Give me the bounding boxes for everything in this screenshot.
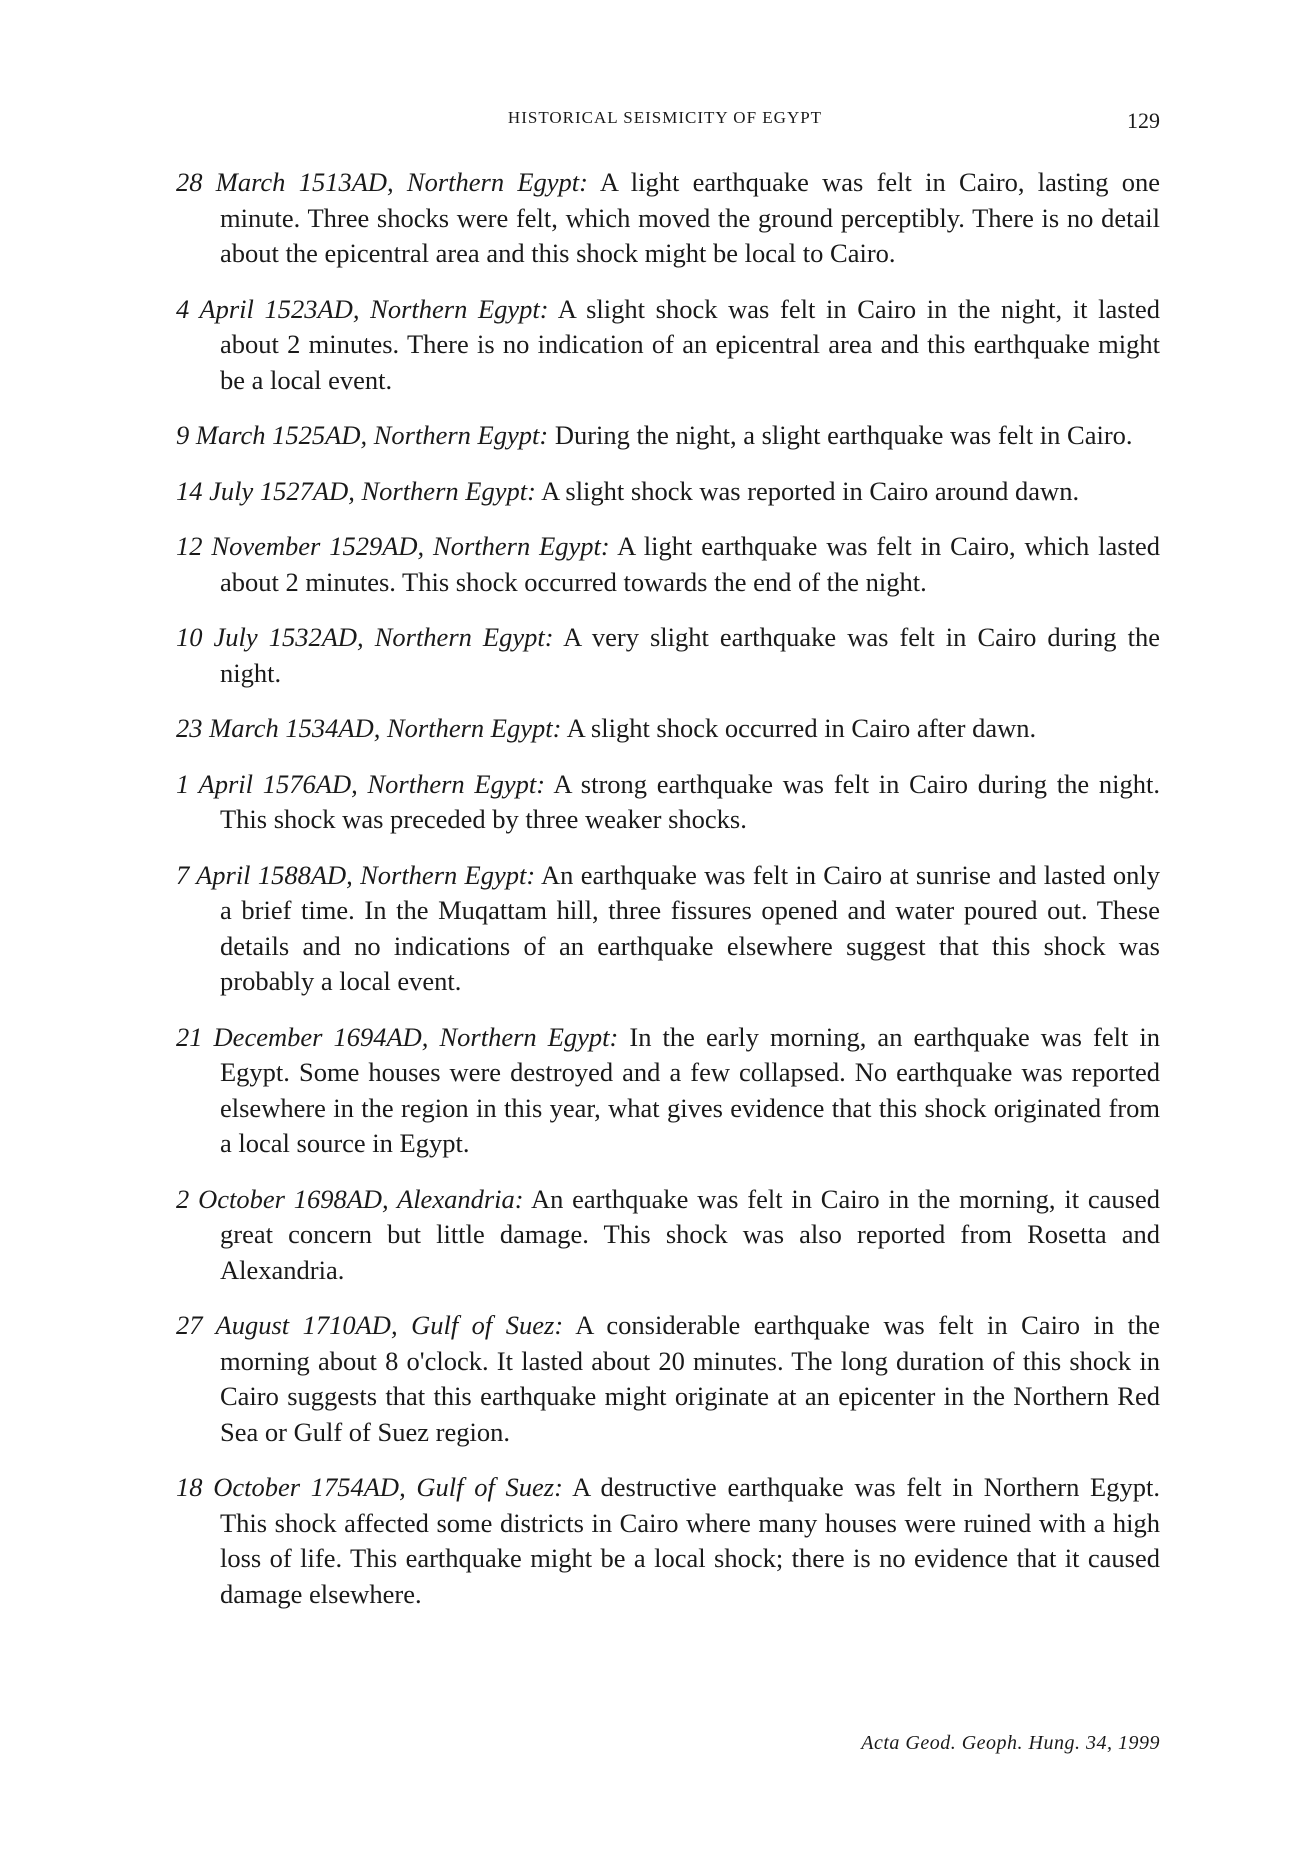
entry-heading: 1 April 1576AD, Northern Egypt: <box>176 768 546 799</box>
entry-heading: 4 April 1523AD, Northern Egypt: <box>176 293 549 324</box>
entry-heading: 18 October 1754AD, Gulf of Suez: <box>176 1472 563 1502</box>
earthquake-entries <box>176 165 1160 1632</box>
entry-text: An earthquake was felt in Cairo in the morning, it caused great concern but little damage. This shock was also reported from Rosetta and Alexandria. <box>220 1183 1160 1285</box>
entry-text: A considerable earthquake was felt in Cairo in the morning about 8 o'clock. It lasted about 20 minutes. The long duration of this shock in Cairo suggests that this earthquake might originate at an epicenter in the Northern Red Sea or Gulf of Suez region. <box>220 1310 1160 1447</box>
earthquake-entry <box>176 474 1160 510</box>
entry-text: A light earthquake was felt in Cairo, lasting one minute. Three shocks were felt, which moved the ground perceptibly. There is no detail about the epicentral area and this shock might be local to Cairo. <box>220 167 1160 268</box>
earthquake-entry <box>176 1470 1160 1612</box>
earthquake-entry <box>176 858 1160 1000</box>
running-head <box>170 108 1160 138</box>
journal-citation: Acta Geod. Geoph. Hung. 34, 1999 <box>861 1732 1160 1754</box>
entry-heading: 9 March 1525AD, Northern Egypt: <box>176 420 549 450</box>
entry-text: A slight shock was felt in Cairo in the night, it lasted about 2 minutes. There is no indication of an epicentral area and this earthquake might be a local event. <box>220 293 1160 395</box>
earthquake-entry <box>176 418 1160 454</box>
earthquake-entry <box>176 620 1160 691</box>
earthquake-entry <box>176 1020 1160 1162</box>
entry-text: A slight shock was reported in Cairo around dawn. <box>541 475 1080 506</box>
entry-heading: 10 July 1532AD, Northern Egypt: <box>176 622 554 652</box>
entry-heading: 23 March 1534AD, Northern Egypt: <box>176 713 562 743</box>
earthquake-entry <box>176 767 1160 838</box>
entry-text: A slight shock occurred in Cairo after dawn. <box>566 713 1037 743</box>
entry-heading: 28 March 1513AD, Northern Egypt: <box>176 167 588 197</box>
entry-text: A light earthquake was felt in Cairo, which lasted about 2 minutes. This shock occurred towards the end of the night. <box>220 531 1160 597</box>
earthquake-entry <box>176 165 1160 272</box>
entry-text: An earthquake was felt in Cairo at sunrise and lasted only a brief time. In the Muqattam hill, three fissures opened and water poured out. These details and no indications of an earthquake elsewhere suggest that this shock was probably a local event. <box>220 859 1160 996</box>
entry-heading: 7 April 1588AD, Northern Egypt: <box>176 859 536 890</box>
page-number: 129 <box>1127 108 1160 133</box>
entry-text: A strong earthquake was felt in Cairo during the night. This shock was preceded by three weaker shocks. <box>220 768 1160 834</box>
earthquake-entry <box>176 1308 1160 1450</box>
entry-text: A destructive earthquake was felt in Northern Egypt. This shock affected some districts in Cairo where many houses were ruined with a high loss of life. This earthquake might be a local shock; there is no evidence that it caused damage elsewhere. <box>220 1472 1160 1609</box>
earthquake-entry <box>176 529 1160 600</box>
entry-text: A very slight earthquake was felt in Cairo during the night. <box>220 622 1160 688</box>
entry-heading: 12 November 1529AD, Northern Egypt: <box>176 531 610 561</box>
entry-heading: 27 August 1710AD, Gulf of Suez: <box>176 1310 564 1340</box>
entry-heading: 14 July 1527AD, Northern Egypt: <box>176 475 536 506</box>
entry-heading: 2 October 1698AD, Alexandria: <box>176 1183 524 1214</box>
entry-text: In the early morning, an earthquake was felt in Egypt. Some houses were destroyed and a few collapsed. No earthquake was reported elsewhere in the region in this year, what gives evidence that this shock originated from a local source in Egypt. <box>220 1021 1161 1158</box>
entry-heading: 21 December 1694AD, Northern Egypt: <box>176 1021 619 1052</box>
running-title: HISTORICAL SEISMICITY OF EGYPT <box>507 108 823 127</box>
entry-text: During the night, a slight earthquake was felt in Cairo. <box>554 420 1133 450</box>
earthquake-entry <box>176 711 1160 747</box>
earthquake-entry <box>176 1182 1160 1289</box>
earthquake-entry <box>176 292 1160 399</box>
